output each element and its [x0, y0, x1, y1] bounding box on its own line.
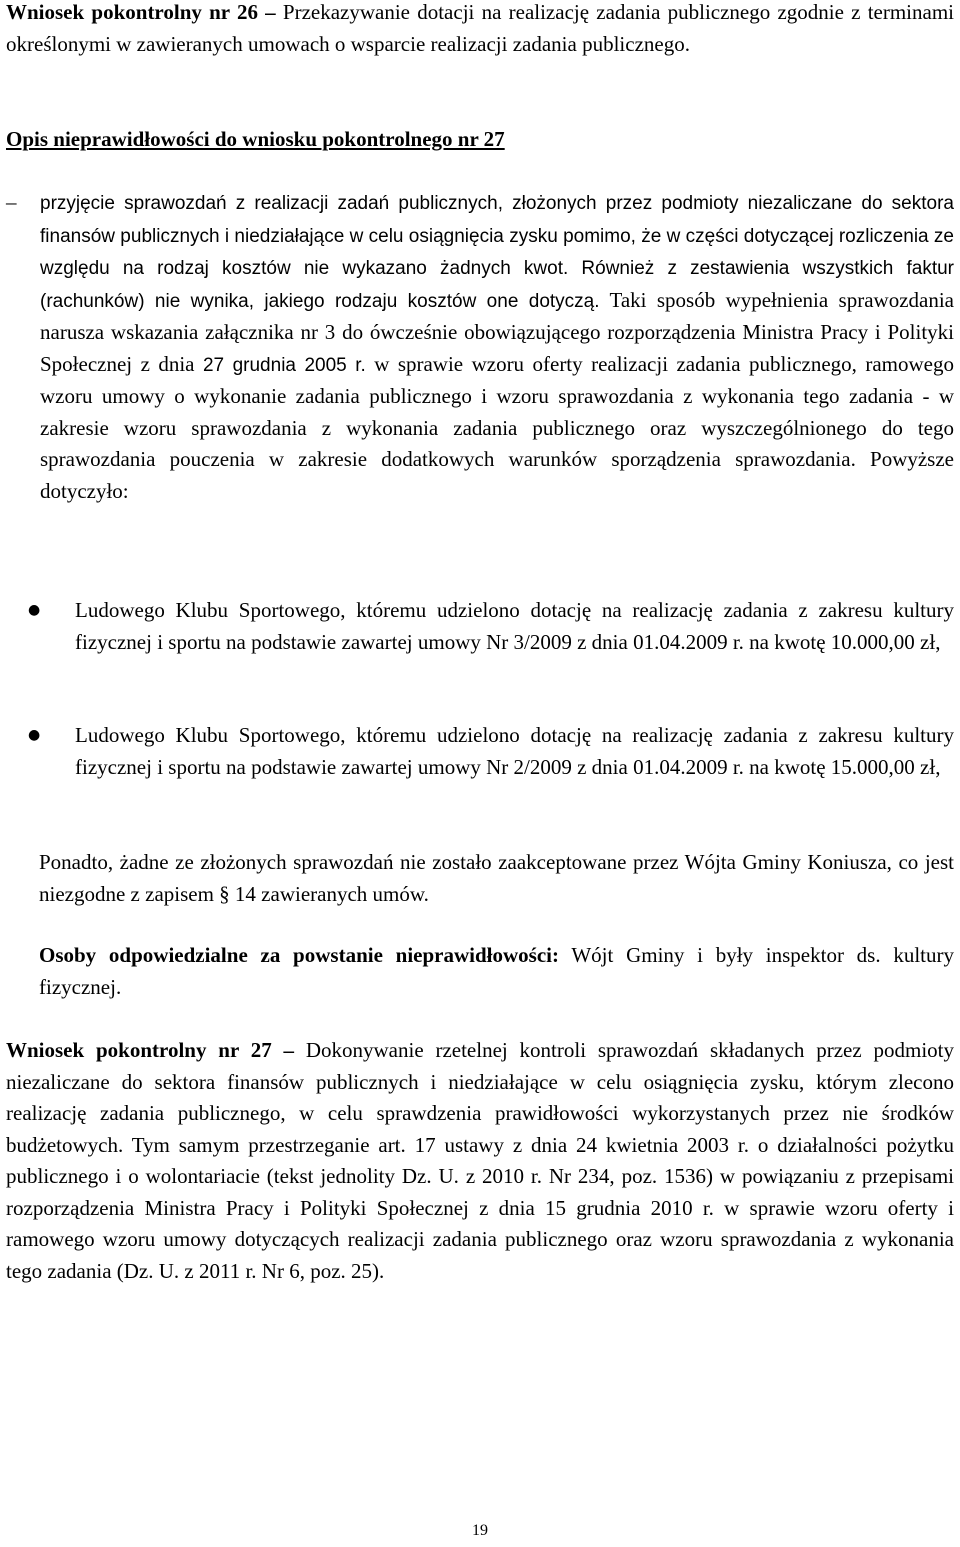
responsible-label: Osoby odpowiedzialne za powstanie nieprawidłowości: [39, 943, 559, 967]
bullet-item-1 [6, 595, 954, 658]
recommendation-27-dash: – [271, 1038, 306, 1062]
irregularities-27-sans-text: przyjęcie sprawozdań z realizacji zadań publicznych, złożonych przez podmioty niezaliczane do sektora finansów publicznych i niedziałające w celu osiągnięcia zysku pomimo, że w części dotyczącej rozliczenia ze względu na rodzaj kosztów nie wykazano żadnych kwot. Również z zestawienia wszystkich faktur (rachunków) nie wynika, jakiego rodzaju kosztów one dotyczą. [40, 193, 954, 312]
bullet-list-item [6, 720, 954, 783]
page-number: 19 [472, 1522, 488, 1539]
irregularities-27-serif-rest: w sprawie wzoru oferty realizacji zadania publicznego, ramowego wzoru umowy o wykonanie zadania publicznego i wzoru sprawozdania z wykonania tego zadania - w zakresie wzoru sprawozdania z wykonania zadania publicznego oraz wyszczególnionego do tego sprawozdania pouczenia w zakresie dodatkowych warunków sporządzenia sprawozdania. Powyższe dotyczyło: [40, 351, 954, 503]
bullet-icon: ● [28, 602, 41, 618]
responsible-text: Wójt Gminy i były inspektor ds. kultury fizycznej. [39, 943, 954, 999]
moreover-paragraph: Ponadto, żadne ze złożonych sprawozdań nie zostało zaakceptowane przez Wójta Gminy Koniusza, co jest niezgodne z zapisem § 14 zawieranych umów. [39, 850, 954, 906]
recommendation-27-label: Wniosek pokontrolny nr 27 [6, 1038, 272, 1062]
recommendation-27-paragraph [6, 1035, 954, 1287]
dash-marker: – [6, 190, 17, 214]
irregularities-27-description [40, 187, 954, 507]
recommendation-26-text: Przekazywanie dotacji na realizację zadania publicznego zgodnie z terminami określonymi w zawieranych umowach o wsparcie realizacji zadania publicznego. [6, 0, 955, 56]
recommendation-26-paragraph [6, 0, 954, 60]
recommendation-27-text: Dokonywanie rzetelnej kontroli sprawozdań składanych przez podmioty niezaliczane do sektora finansów publicznych i niedziałające w celu osiągnięcia zysku, którym zlecono realizację zadania publicznego, w celu sprawdzenia prawidłowości wykorzystanych przez nie środków budżetowych. Tym samym przestrzeganie art. 17 ustawy z dnia 24 kwietnia 2003 r. o działalności pożytku publicznego i o wolontariacie (tekst jednolity Dz. U. z 2010 r. Nr 234, poz. 1536) w powiązaniu z przepisami rozporządzenia Ministra Pracy i Polityki Społecznej z dnia 15 grudnia 2010 r. w sprawie wzoru oferty i ramowego wzoru umowy dotyczących realizacji zadania publicznego oraz wzoru sprawozdania z wykonania tego zadania (Dz. U. z 2011 r. Nr 6, poz. 25). [6, 1038, 954, 1283]
irregularities-27-item [6, 187, 954, 507]
bullet-text-2: Ludowego Klubu Sportowego, któremu udzielono dotację na realizację zadania z zakresu kultury fizycznej i sportu na podstawie zawartej umowy Nr 2/2009 z dnia 01.04.2009 r. na kwotę 15.000,00 zł, [75, 723, 954, 779]
irregularities-27-date: 27 grudnia 2005 r. [194, 354, 366, 376]
recommendation-26-dash: – [257, 0, 283, 24]
responsible-paragraph [39, 940, 954, 1003]
bullet-icon: ● [28, 727, 41, 743]
irregularities-27-heading: Opis nieprawidłowości do wniosku pokontrolnego nr 27 [6, 127, 505, 151]
bullet-item-2 [6, 720, 954, 783]
bullet-text-1: Ludowego Klubu Sportowego, któremu udzielono dotację na realizację zadania z zakresu kultury fizycznej i sportu na podstawie zawartej umowy Nr 3/2009 z dnia 01.04.2009 r. na kwotę 10.000,00 zł, [75, 598, 954, 654]
irregularities-27-serif-text: Taki sposób wypełnienia sprawozdania narusza wskazania załącznika nr 3 do ówcześnie obowiązującego rozporządzenia Ministra Pracy i Polityki Społecznej z dnia [40, 287, 954, 376]
recommendation-26-label: Wniosek pokontrolny nr 26 [6, 0, 258, 24]
bullet-list-item [6, 595, 954, 658]
irregularities-27-list [6, 187, 954, 507]
